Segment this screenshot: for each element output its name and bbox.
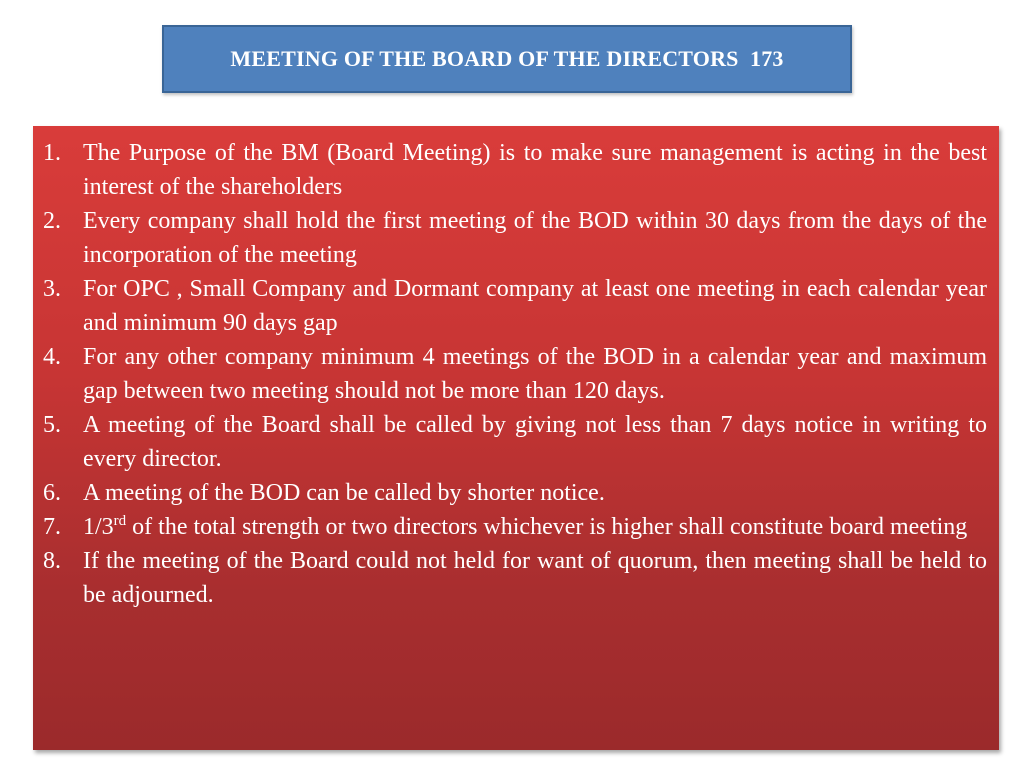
title-banner: [162, 25, 852, 93]
list-item-number: 5.: [43, 412, 61, 438]
slide-title: MEETING OF THE BOARD OF THE DIRECTORS 173: [230, 46, 784, 71]
list-item-number: 4.: [43, 344, 61, 370]
list-item-text: Every company shall hold the first meeting of the BOD within 30 days from the days of the incorporation of the meeting: [83, 208, 987, 268]
list-item-number: 1.: [43, 140, 61, 166]
list-item: [39, 408, 987, 476]
list-item-number: 2.: [43, 208, 61, 234]
list-item-number: 6.: [43, 480, 61, 506]
list-item-text: For OPC , Small Company and Dormant company at least one meeting in each calendar year and minimum 90 days gap: [83, 276, 987, 336]
list-item-text-rest: of the total strength or two directors whichever is higher shall constitute board meeting: [126, 514, 968, 540]
list-item-text: The Purpose of the BM (Board Meeting) is to make sure management is acting in the best interest of the shareholders: [83, 140, 987, 200]
list-item-text: A meeting of the Board shall be called by giving not less than 7 days notice in writing to every director.: [83, 412, 987, 472]
list-item-text: [83, 514, 967, 540]
content-panel: [33, 126, 999, 750]
list-item: [39, 340, 987, 408]
list-item-text: For any other company minimum 4 meetings of the BOD in a calendar year and maximum gap between two meeting should not be more than 120 days.: [83, 344, 987, 404]
list-item: [39, 544, 987, 612]
list-item: [39, 510, 987, 544]
fraction-text: 1/3: [83, 514, 114, 540]
list-item-text: If the meeting of the Board could not held for want of quorum, then meeting shall be held to be adjourned.: [83, 548, 987, 608]
list-item-number: 8.: [43, 548, 61, 574]
list-item: [39, 204, 987, 272]
list-item: [39, 476, 987, 510]
list-item-number: 7.: [43, 514, 61, 540]
list-item-number: 3.: [43, 276, 61, 302]
ordinal-superscript: rd: [113, 513, 127, 529]
list-item-text: A meeting of the BOD can be called by shorter notice.: [83, 480, 605, 506]
points-list: [39, 136, 987, 612]
list-item: [39, 136, 987, 204]
list-item: [39, 272, 987, 340]
